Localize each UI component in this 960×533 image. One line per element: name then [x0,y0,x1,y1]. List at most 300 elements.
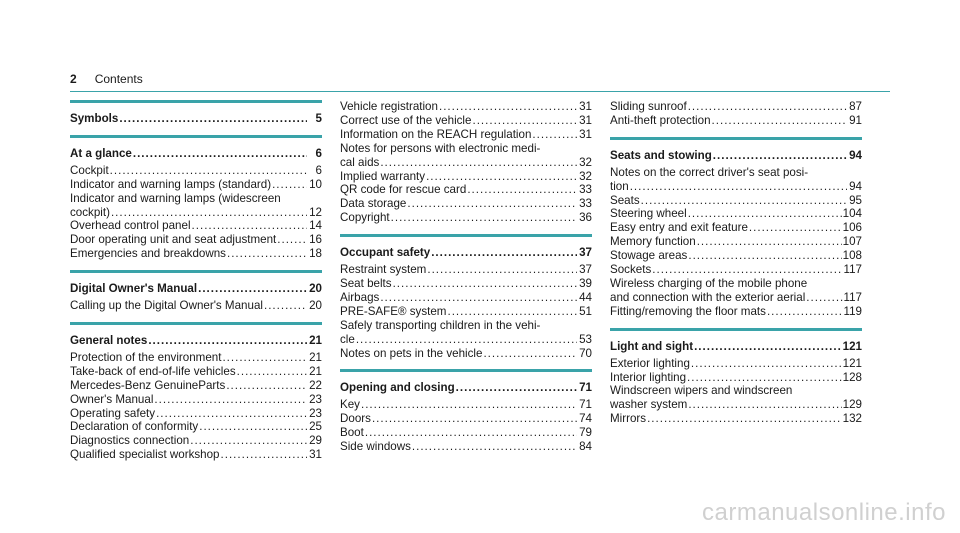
toc-entry[interactable] [340,305,592,319]
toc-entry-row[interactable] [610,305,862,319]
toc-entry[interactable] [340,440,592,454]
entry-text: Emergencies and breakdowns [70,247,226,261]
toc-entry[interactable] [610,114,862,128]
page-ref: 25 [309,420,322,434]
entry-text-line: Indicator and warning lamps (widescreen [70,191,281,205]
leader-dots [277,233,307,247]
toc-entry[interactable] [340,319,592,347]
leader-dots [148,334,307,348]
toc-entry-row[interactable] [340,398,592,412]
leader-dots [361,398,577,412]
section-heading[interactable] [70,282,322,296]
leader-dots [688,249,841,263]
toc-entry[interactable] [340,142,592,170]
leader-dots [412,440,577,454]
toc-entry-row[interactable] [610,357,862,371]
header-rule [70,91,890,92]
toc-entry-row[interactable] [70,164,322,178]
leader-dots [380,156,577,170]
entry-text: Steering wheel [610,207,687,221]
toc-entry[interactable] [610,166,862,194]
page-ref: 6 [315,163,322,177]
toc-entry[interactable] [610,207,862,221]
toc-entry-row[interactable] [610,371,862,385]
leader-dots [222,351,307,365]
section-bar [70,270,322,273]
page-ref: 12 [309,205,322,219]
toc-entry-row[interactable] [340,100,592,114]
page-ref: 132 [842,412,862,426]
page-ref: 32 [579,155,592,169]
entry-text: Interior lighting [610,370,687,384]
leader-dots [652,263,842,277]
toc-section [340,100,592,225]
page-ref: 31 [579,127,592,141]
leader-dots [431,246,577,260]
toc-entry-row[interactable] [340,197,592,211]
entry-text: Take-back of end-of-life vehicles [70,364,236,378]
toc-entry[interactable] [340,426,592,440]
entry-text: Sockets [610,263,652,277]
entry-text: Copyright [340,211,390,225]
page-ref: 106 [842,221,862,235]
toc-entry-row[interactable] [340,412,592,426]
leader-dots [697,235,842,249]
page-ref: 71 [579,381,592,395]
leader-dots [365,426,577,440]
page-header [70,72,143,86]
toc-entry[interactable] [610,221,862,235]
leader-dots [806,291,842,305]
entry-text: PRE-SAFE® system [340,304,447,318]
leader-dots [456,381,577,395]
page-ref: 91 [849,113,862,127]
leader-dots [647,412,842,426]
leader-dots [156,407,307,421]
toc-entry-row[interactable] [340,183,592,197]
page-ref: 20 [309,282,322,296]
section-heading[interactable] [610,340,862,354]
entry-text: Qualified specialist workshop [70,448,220,462]
toc-entry-row[interactable] [340,333,592,347]
page-ref: 108 [842,249,862,263]
section-heading[interactable] [340,381,592,395]
leader-dots [221,448,307,462]
leader-dots [427,263,577,277]
page-ref: 121 [842,356,862,370]
toc-entry-row[interactable] [610,398,862,412]
toc-entry[interactable] [340,128,592,142]
leader-dots [532,128,577,142]
leader-dots [407,197,577,211]
toc-entry-row[interactable] [70,206,322,220]
entry-text-line: Notes for persons with electronic medi- [340,141,541,155]
page-ref: 20 [309,299,322,313]
entry-text: Diagnostics connection [70,434,190,448]
toc-entry[interactable] [70,178,322,192]
page-ref: 23 [309,392,322,406]
leader-dots [356,333,577,347]
toc-entry[interactable] [610,194,862,208]
leader-dots [111,206,307,220]
leader-dots [467,183,577,197]
toc-entry-row[interactable] [610,100,862,114]
section-heading-text: At a glance [70,146,132,160]
toc-entry-row[interactable] [70,420,322,434]
watermark: carmanualsonline.info [702,499,946,526]
entry-text-line: Windscreen wipers and windscreen [610,384,793,398]
toc-entry-row[interactable] [340,211,592,225]
toc-entry-row[interactable] [610,207,862,221]
page-ref: 21 [309,333,322,347]
toc-entry-row[interactable] [610,235,862,249]
leader-dots [380,291,577,305]
leader-dots [227,247,307,261]
entry-text: QR code for rescue card [340,183,467,197]
page-ref: 74 [579,412,592,426]
toc-entry-row[interactable] [70,299,322,313]
toc-entry-row[interactable] [70,434,322,448]
page-ref: 22 [309,378,322,392]
page-number: 2 [70,72,77,86]
page-ref: 94 [849,179,862,193]
entry-text: Overhead control panel [70,219,191,233]
toc-entry[interactable] [70,448,322,462]
entry-text: Mercedes-Benz GenuineParts [70,378,226,392]
toc-entry-row[interactable] [610,114,862,128]
entry-text: Anti-theft protection [610,113,711,127]
toc-entry[interactable] [70,219,322,233]
toc-entry[interactable] [340,412,592,426]
leader-dots [767,305,843,319]
page-ref: 31 [579,113,592,127]
toc-entry[interactable] [70,407,322,421]
leader-dots [154,393,307,407]
toc-entry-row[interactable] [610,249,862,263]
page-ref: 37 [579,246,592,260]
page-ref: 79 [579,426,592,440]
section-heading-text: Occupant safety [340,246,431,260]
page-ref: 117 [843,290,862,304]
toc-entry-row[interactable] [340,263,592,277]
toc-entry-row[interactable] [70,407,322,421]
toc-entry[interactable] [610,277,862,305]
toc-entry[interactable] [610,263,862,277]
leader-dots [483,347,577,361]
toc-entry-row[interactable] [340,170,592,184]
leader-dots [447,305,577,319]
leader-dots [439,100,577,114]
page-ref: 117 [843,263,862,277]
section-heading[interactable] [70,112,322,126]
entry-text: Correct use of the vehicle [340,113,472,127]
page-ref: 53 [579,332,592,346]
page-ref: 10 [309,177,322,191]
toc-entry-row[interactable] [340,291,592,305]
toc-section [610,328,862,426]
section-heading[interactable] [70,334,322,348]
section-heading[interactable] [610,149,862,163]
toc-entry-row[interactable] [70,351,322,365]
leader-dots [713,149,847,163]
toc-section [340,234,592,360]
leader-dots [119,112,307,126]
entry-text: Seats [610,193,640,207]
page-ref: 33 [579,197,592,211]
leader-dots [391,211,577,225]
toc-section [70,100,322,126]
page-ref: 107 [842,235,862,249]
section-bar [70,135,322,138]
page-ref: 23 [309,406,322,420]
page-ref: 121 [842,339,862,353]
entry-text: Indicator and warning lamps (standard) [70,177,272,191]
page-ref: 51 [579,304,592,318]
toc-entry[interactable] [610,384,862,412]
leader-dots [393,277,577,291]
page-ref: 5 [315,112,322,125]
toc-entry[interactable] [340,347,592,361]
toc-entry-row[interactable] [610,412,862,426]
section-heading-text: Opening and closing [340,381,455,395]
toc-entry[interactable] [610,305,862,319]
page-ref: 37 [579,263,592,277]
leader-dots [237,365,307,379]
toc-entry[interactable] [70,299,322,313]
entry-text: cockpit) [70,205,110,219]
toc-entry[interactable] [340,291,592,305]
toc-entry[interactable] [70,233,322,247]
toc-entry[interactable] [340,211,592,225]
entry-text: and connection with the exterior aerial [610,290,806,304]
leader-dots [264,299,307,313]
toc-entry-row[interactable] [610,263,862,277]
leader-dots [688,100,847,114]
toc-entry-row[interactable] [340,305,592,319]
toc-entry-row[interactable] [610,194,862,208]
entry-text: Boot [340,426,364,440]
toc-section [610,100,862,128]
toc-entry[interactable] [340,277,592,291]
entry-text: Exterior lighting [610,356,690,370]
leader-dots [133,147,307,161]
entry-text: Restraint system [340,263,427,277]
toc-entry[interactable] [340,170,592,184]
leader-dots [198,282,307,296]
section-bar [610,328,862,331]
toc-entry[interactable] [340,197,592,211]
section-heading-text: General notes [70,333,148,347]
entry-text: Protection of the environment [70,350,222,364]
toc-entry[interactable] [70,379,322,393]
toc-entry-row[interactable] [70,365,322,379]
toc-entry[interactable] [70,365,322,379]
toc-entry[interactable] [610,357,862,371]
entry-text: cle [340,332,355,346]
page-ref: 16 [309,233,322,247]
toc-entry-row[interactable] [70,219,322,233]
toc-entry[interactable] [340,263,592,277]
entry-text: Data storage [340,197,407,211]
leader-dots [749,221,842,235]
leader-dots [226,379,307,393]
toc-entry[interactable] [70,164,322,178]
page-ref: 87 [849,100,862,113]
entry-text: Memory function [610,235,696,249]
section-bar [610,137,862,140]
toc-entry-row[interactable] [610,180,862,194]
toc-entry[interactable] [610,412,862,426]
leader-dots [688,398,841,412]
toc-section [70,135,322,261]
toc-entry[interactable] [340,100,592,114]
page-ref: 6 [315,146,322,160]
leader-dots [110,164,307,178]
page-ref: 119 [843,304,862,318]
entry-text: Sliding sunroof [610,100,687,113]
entry-text: Declaration of conformity [70,420,199,434]
toc-column-1 [70,100,322,462]
section-heading-text: Digital Owner's Manual [70,282,198,296]
toc-entry[interactable] [340,114,592,128]
toc-entry[interactable] [70,192,322,220]
entry-text-line: Wireless charging of the mobile phone [610,276,808,290]
toc-entry[interactable] [70,434,322,448]
entry-text: Owner's Manual [70,392,154,406]
leader-dots [630,180,847,194]
page-ref: 14 [309,219,322,233]
page-ref: 29 [309,434,322,448]
leader-dots [694,340,842,354]
toc-entry[interactable] [610,249,862,263]
toc-entry[interactable] [70,247,322,261]
entry-text: Notes on pets in the vehicle [340,346,483,360]
entry-text: Information on the REACH regulation [340,127,532,141]
toc-entry[interactable] [340,398,592,412]
toc-entry[interactable] [70,393,322,407]
entry-text: Key [340,398,360,412]
page-ref: 44 [579,290,592,304]
entry-text: washer system [610,398,688,412]
toc-entry-row[interactable] [70,393,322,407]
page-ref: 31 [309,448,322,462]
entry-text: Implied warranty [340,169,426,183]
leader-dots [272,178,307,192]
toc-entry-row[interactable] [340,347,592,361]
toc-entry-row[interactable] [610,221,862,235]
leader-dots [641,194,847,208]
toc-entry[interactable] [610,100,862,114]
leader-dots [372,412,577,426]
toc-section [610,137,862,319]
toc-entry-row[interactable] [340,156,592,170]
entry-text: tion [610,179,629,193]
section-bar [340,369,592,372]
leader-dots [691,357,842,371]
leader-dots [190,434,307,448]
toc-column-2 [340,100,592,454]
entry-text: Cockpit [70,163,109,177]
toc-entry[interactable] [70,351,322,365]
entry-text: Operating safety [70,406,156,420]
entry-text: Calling up the Digital Owner's Manual [70,299,263,313]
entry-text: Fitting/removing the floor mats [610,304,766,318]
toc-entry-row[interactable] [340,277,592,291]
page-ref: 39 [579,276,592,290]
leader-dots [426,170,577,184]
page-ref: 70 [579,346,592,360]
page-ref: 129 [842,398,862,412]
entry-text: Seat belts [340,276,392,290]
page-ref: 21 [309,350,322,364]
toc-entry-row[interactable] [70,233,322,247]
page-title: Contents [94,72,143,86]
entry-text: Easy entry and exit feature [610,221,748,235]
entry-text: Airbags [340,290,380,304]
toc-column-3 [610,100,862,426]
entry-text: Side windows [340,440,411,454]
leader-dots [687,371,842,385]
leader-dots [199,420,307,434]
toc-entry-row[interactable] [610,291,862,305]
leader-dots [688,207,842,221]
page-ref: 33 [579,183,592,197]
toc-section [340,369,592,454]
toc-entry-row[interactable] [340,426,592,440]
section-heading[interactable] [70,147,322,161]
leader-dots [472,114,577,128]
section-heading-text: Seats and stowing [610,148,712,162]
entry-text: Door operating unit and seat adjustment [70,233,277,247]
section-bar [340,234,592,237]
toc-section [70,270,322,313]
toc-entry[interactable] [610,235,862,249]
entry-text-line: Notes on the correct driver's seat posi- [610,165,809,179]
toc-entry-row[interactable] [70,178,322,192]
entry-text: Vehicle registration [340,100,438,113]
entry-text-line: Safely transporting children in the vehi- [340,318,541,332]
page-ref: 18 [309,247,322,261]
page-ref: 84 [579,440,592,454]
section-bar [70,100,322,103]
entry-text: Doors [340,412,371,426]
toc-entry-row[interactable] [70,247,322,261]
page-ref: 104 [842,207,862,221]
leader-dots [712,114,847,128]
page-ref: 95 [849,193,862,207]
toc-entry-row[interactable] [340,114,592,128]
page-ref: 32 [579,169,592,183]
page-ref: 94 [849,148,862,162]
toc-entry[interactable] [70,420,322,434]
toc-entry-row[interactable] [340,440,592,454]
page-ref: 36 [579,211,592,225]
page-ref: 21 [309,364,322,378]
page-ref: 71 [579,398,592,412]
page-ref: 128 [842,370,862,384]
toc-entry-row[interactable] [70,379,322,393]
section-bar [70,322,322,325]
toc-section [70,322,322,462]
entry-text: Stowage areas [610,249,688,263]
toc-entry[interactable] [610,371,862,385]
leader-dots [192,219,307,233]
entry-text: Mirrors [610,412,647,426]
toc-entry-row[interactable] [70,448,322,462]
toc-entry[interactable] [340,183,592,197]
toc-entry-row[interactable] [340,128,592,142]
section-heading[interactable] [340,246,592,260]
